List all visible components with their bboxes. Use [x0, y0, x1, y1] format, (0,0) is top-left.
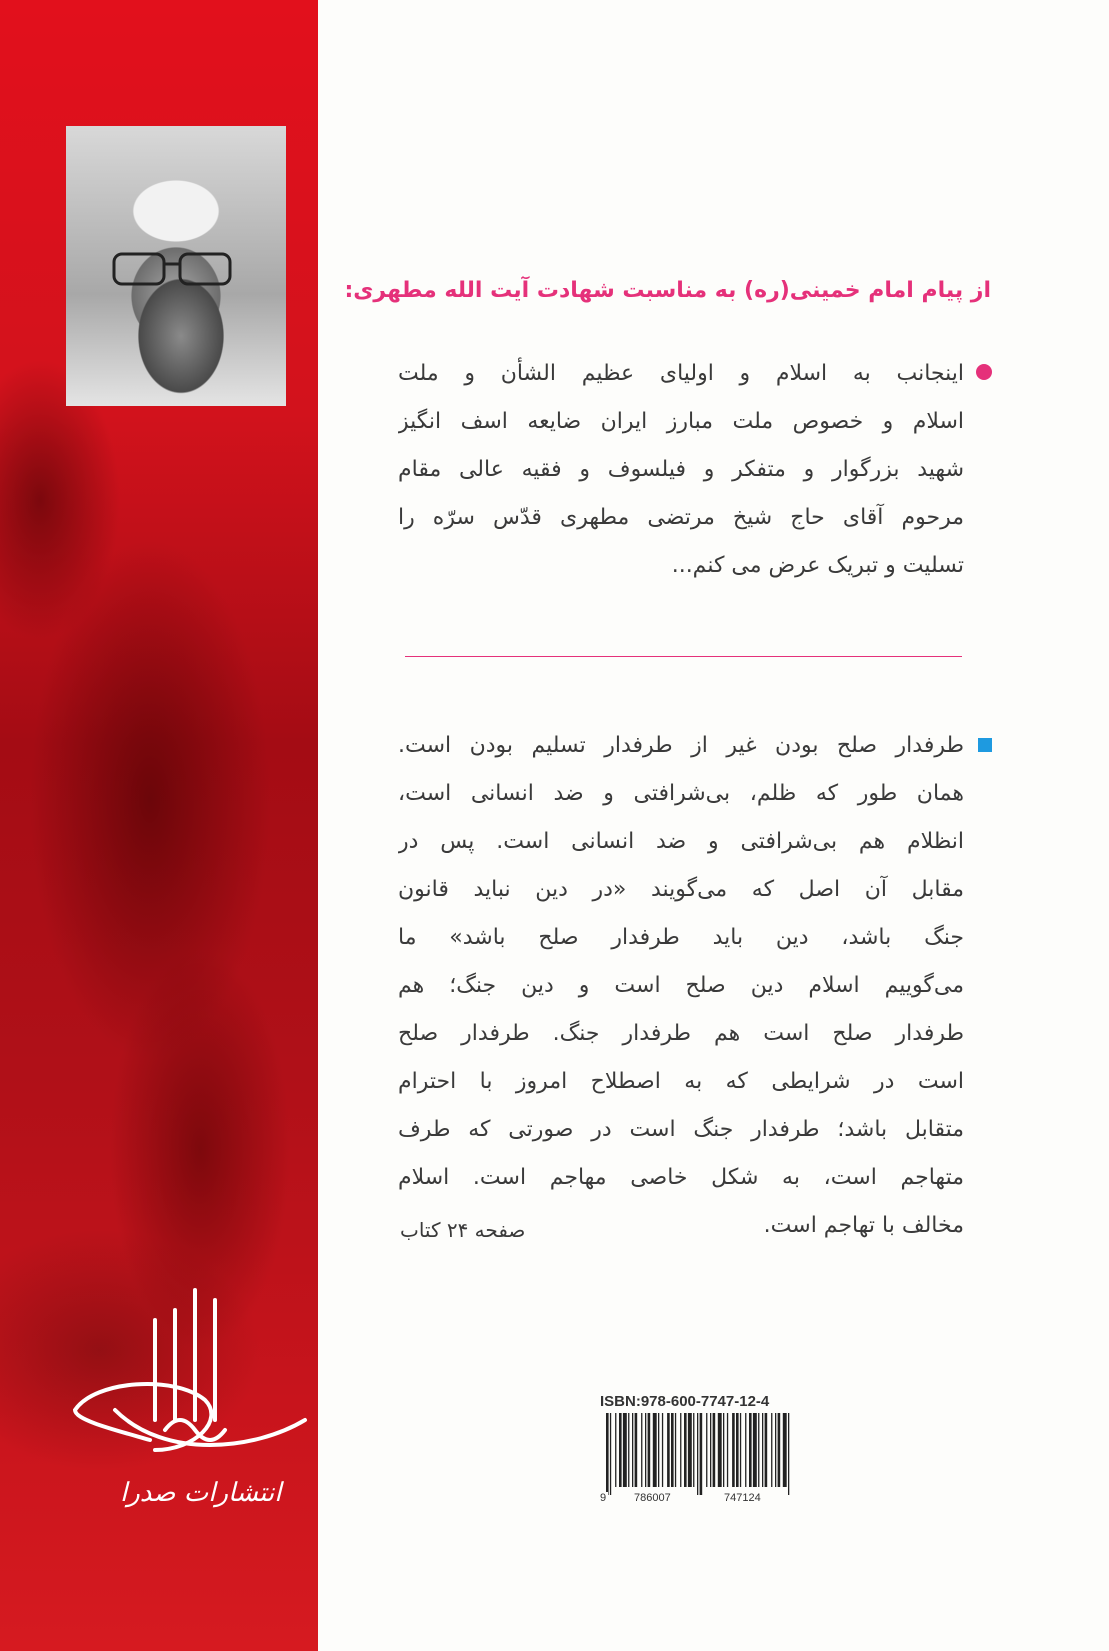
barcode-bar — [762, 1413, 763, 1487]
barcode-bar — [671, 1413, 674, 1487]
barcode-bar — [713, 1413, 716, 1487]
barcode-bar — [700, 1413, 703, 1495]
barcode-bar — [788, 1413, 789, 1495]
quote-line: تسلیت و تبریک عرض می کنم... — [671, 553, 964, 578]
red-photo-panel — [0, 0, 318, 1651]
barcode-bar — [732, 1413, 735, 1487]
barcode-bar — [623, 1413, 627, 1487]
barcode-bar — [736, 1413, 739, 1487]
barcode-bar — [653, 1413, 657, 1487]
barcode-bar — [645, 1413, 646, 1487]
barcode-bar — [749, 1413, 752, 1487]
barcode-bar — [727, 1413, 728, 1487]
barcode-bar — [688, 1413, 692, 1487]
barcode-bar — [632, 1413, 633, 1487]
portrait-glasses-detail — [110, 250, 240, 290]
excerpt-line: است در شرایطی که به اصطلاح امروز با احترام — [398, 1069, 964, 1094]
barcode-bar — [697, 1413, 698, 1495]
barcode-bar — [662, 1413, 663, 1487]
barcode-bar — [628, 1413, 629, 1487]
excerpt-line: متقابل باشد؛ طرفدار جنگ است در صورتی که طرف — [398, 1117, 964, 1142]
blue-bullet-icon — [978, 738, 992, 752]
barcode — [606, 1413, 792, 1495]
quote-line: اینجانب به اسلام و اولیای عظیم الشأن و ملت — [398, 361, 964, 386]
barcode-bar — [658, 1413, 659, 1487]
barcode-bar — [710, 1413, 711, 1487]
barcode-bar — [619, 1413, 622, 1487]
barcode-bar — [778, 1413, 781, 1487]
barcode-bar — [641, 1413, 642, 1487]
barcode-bar — [783, 1413, 787, 1487]
quote-heading: از پیام امام خمینی(ره) به مناسبت شهادت آیت الله مطهری: — [344, 278, 991, 303]
barcode-bar — [771, 1413, 772, 1487]
excerpt-line: جنگ باشد، دین باید طرفدار صلح باشد» ما — [398, 925, 964, 950]
barcode-bar — [615, 1413, 616, 1487]
excerpt-line: می‌گوییم اسلام دین صلح است و دین جنگ؛ هم — [398, 973, 964, 998]
page-reference: صفحه ۲۴ کتاب — [400, 1218, 526, 1242]
barcode-bar — [606, 1413, 609, 1495]
excerpt-line: انظلام هم بی‌شرافتی و ضد انسانی است. پس در — [398, 829, 964, 854]
isbn-label: ISBN:978-600-7747-12-4 — [600, 1393, 770, 1410]
barcode-digit: 747124 — [724, 1492, 761, 1504]
publisher-name: انتشارات صدرا — [120, 1478, 282, 1508]
excerpt-line: متهاجم است، به شکل خاصی مهاجم است. اسلام — [398, 1165, 964, 1190]
barcode-bar — [723, 1413, 724, 1487]
barcode-bar — [765, 1413, 768, 1487]
barcode-digit: 786007 — [634, 1492, 671, 1504]
barcode-bar — [610, 1413, 611, 1495]
barcode-bar — [753, 1413, 757, 1487]
quote-line: اسلام و خصوص ملت مبارز ایران ضایعه اسف انگیز — [398, 409, 964, 434]
khomeini-quote — [398, 350, 964, 590]
excerpt-line: طرفدار صلح است هم طرفدار جنگ. طرفدار صلح — [398, 1021, 964, 1046]
excerpt-line: مقابل آن اصل که می‌گویند «در دین نباید قانون — [398, 877, 964, 902]
pink-bullet-icon — [976, 364, 992, 380]
barcode-bar — [740, 1413, 741, 1487]
quote-line: مرحوم آقای حاج شیخ مرتضی مطهری قدّس سرّه را — [398, 505, 964, 530]
pink-divider — [405, 656, 962, 657]
barcode-bar — [675, 1413, 676, 1487]
excerpt-line: همان طور که ظلم، بی‌شرافتی و ضد انسانی است، — [398, 781, 964, 806]
excerpt-line: طرفدار صلح بودن غیر از طرفدار تسلیم بودن است. — [398, 733, 964, 758]
barcode-bar — [667, 1413, 670, 1487]
barcode-bar — [693, 1413, 694, 1487]
barcode-digit: 9 — [600, 1492, 607, 1504]
barcode-bar — [706, 1413, 707, 1487]
barcode-bar — [680, 1413, 681, 1487]
book-excerpt — [398, 722, 964, 1250]
barcode-bar — [635, 1413, 638, 1487]
barcode-bar — [648, 1413, 651, 1487]
barcode-bar — [684, 1413, 687, 1487]
barcode-bar — [718, 1413, 722, 1487]
barcode-bar — [775, 1413, 776, 1487]
barcode-bar — [745, 1413, 746, 1487]
quote-line: شهید بزرگوار و متفکر و فیلسوف و فقیه عالی مقام — [398, 457, 964, 482]
excerpt-line: مخالف با تهاجم است. — [763, 1213, 964, 1238]
barcode-bar — [758, 1413, 759, 1487]
